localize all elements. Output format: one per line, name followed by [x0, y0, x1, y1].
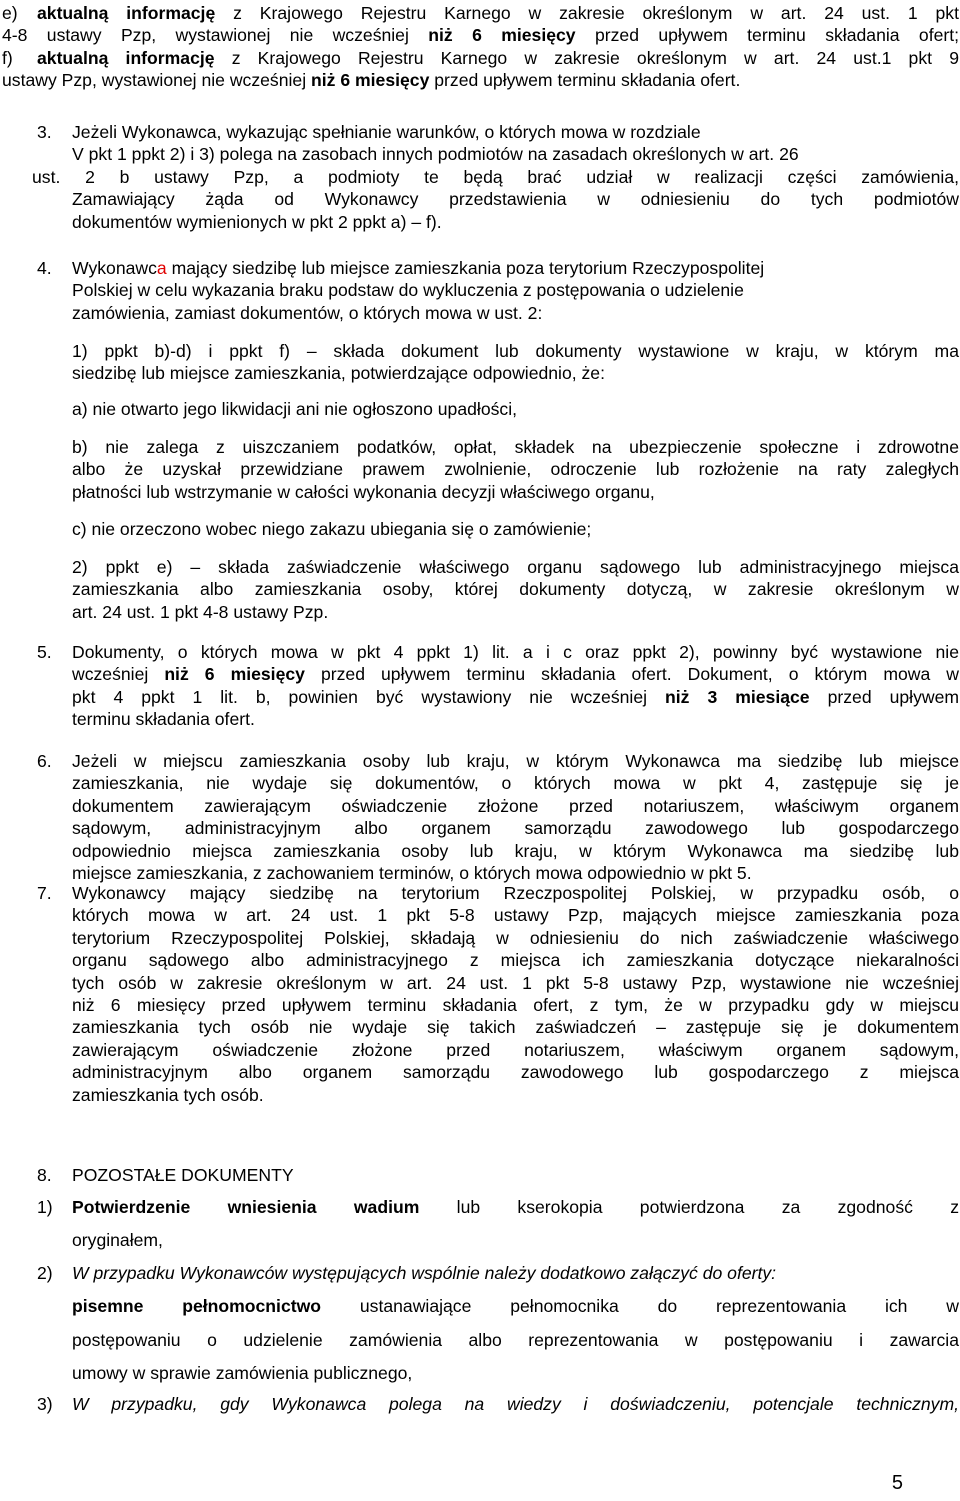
item-e-line-1: aktualną informację z Krajowego Rejestru Karnego w zakresie określonym w art. 24 ust. 1 pkt — [37, 3, 959, 23]
section-7-line: terytorium Rzeczypospolitej Polskiej, składają w odniesieniu do nich zaświadczenie właściwego — [72, 927, 959, 948]
section-8-item-1-line: oryginałem, — [72, 1230, 163, 1251]
section-5-number: 5. — [37, 642, 52, 662]
item-e-marker: e) — [2, 3, 18, 23]
section-4-sub-2-line: art. 24 ust. 1 pkt 4-8 ustawy Pzp. — [72, 601, 329, 622]
section-4-sub-a-line: a) nie otwarto jego likwidacji ani nie ogłoszono upadłości, — [72, 399, 517, 419]
section-6-line: Jeżeli w miejscu zamieszkania osoby lub kraju, w którym Wykonawca ma siedzibę lub miejsce — [72, 751, 959, 771]
section-7-line: Wykonawcy mający siedzibę na terytorium Rzeczpospolitej Polskiej, w przypadku osób, o — [72, 883, 959, 903]
section-7-line: zamieszkania tych osób nie wydaje się takich zaświadczeń – zastępuje się je dokumentem — [72, 1017, 959, 1038]
section-7-line: zawierającym oświadczenie złożone przed notariuszem, właściwym organem sądowym, — [72, 1039, 959, 1060]
section-6-line: sądowym, administracyjnym albo organem samorządu zawodowego lub gospodarczego — [72, 818, 959, 839]
section-4-line: Polskiej w celu wykazania braku podstaw do wykluczenia z postępowania o udzielenie — [72, 280, 744, 301]
section-8-title: POZOSTAŁE DOKUMENTY — [72, 1165, 294, 1185]
section-7-line: organu sądowego albo administracyjnego z miejsca ich zamieszkania dotyczące niekaralności — [72, 950, 959, 971]
section-4-sub-2-line: zamieszkania albo zamieszkania osoby, której dokumenty dotyczą, w zakresie określonym w — [72, 579, 959, 600]
section-8-item-3-number: 3) — [37, 1394, 53, 1414]
section-6-line: dokumentem zawierającym oświadczenie złożone przed notariuszem, właściwym organem — [72, 795, 959, 816]
section-4-sub-b-line: albo że uzyskał przewidziane prawem zwolnienie, odroczenie lub rozłożenie na raty zaległych — [72, 459, 959, 480]
section-7-number: 7. — [37, 883, 52, 903]
section-3-line: Jeżeli Wykonawca, wykazując spełnianie warunków, o których mowa w rozdziale — [72, 122, 701, 142]
section-8-item-2-line: umowy w sprawie zamówienia publicznego, — [72, 1363, 413, 1384]
section-8-item-2-line: postępowaniu o udzielenie zamówienia albo reprezentowania w postępowaniu i zawarcia — [72, 1329, 959, 1350]
section-8-number: 8. — [37, 1165, 52, 1185]
section-3-line: V pkt 1 ppkt 2) i 3) polega na zasobach innych podmiotów na zasadach określonych w art. 26 — [72, 144, 799, 165]
section-4-sub-1-line: siedzibę lub miejsce zamieszkania, potwierdzające odpowiednio, że: — [72, 363, 605, 384]
section-4-sub-1-line: 1) ppkt b)-d) i ppkt f) – składa dokument lub dokumenty wystawione w kraju, w którym ma — [72, 341, 959, 361]
section-8-item-2-number: 2) — [37, 1263, 53, 1283]
section-6-line: miejsce zamieszkania, z zachowaniem terminów, o których mowa odpowiednio w pkt 5. — [72, 862, 752, 883]
section-4-number: 4. — [37, 258, 52, 278]
section-4-sub-b-line: płatności lub wstrzymanie w całości wykonania decyzji właściwego organu, — [72, 481, 655, 502]
section-4-sub-2-line: 2) ppkt e) – składa zaświadczenie właściwego organu sądowego lub administracyjnego miejsca — [72, 557, 959, 577]
section-4-sub-b-line: b) nie zalega z uiszczaniem podatków, opłat, składek na ubezpieczenie społeczne i zdrowotne — [72, 437, 959, 457]
section-4-sub-c-line: c) nie orzeczono wobec niego zakazu ubiegania się o zamówienie; — [72, 519, 592, 539]
section-3-number: 3. — [37, 122, 52, 142]
page-number: 5 — [891, 1472, 903, 1494]
section-8-item-2-line: pisemne pełnomocnictwo ustanawiające pełnomocnika do reprezentowania ich w — [72, 1296, 959, 1317]
item-f-marker: f) — [2, 47, 13, 68]
section-5-line: pkt 4 ppkt 1 lit. b, powinien być wystawiony nie wcześniej niż 3 miesiące przed upływem — [72, 686, 960, 707]
section-3-line: Zamawiający żąda od Wykonawcy przedstawienia w odniesieniu do tych podmiotów — [72, 189, 959, 210]
section-7-line: administracyjnym albo organem samorządu zawodowego lub gospodarczego z miejsca — [72, 1062, 959, 1083]
section-7-line: tych osób w zakresie określonym w art. 24 ust. 1 pkt 5-8 ustawy Pzp, wystawione nie wcześniej — [72, 972, 959, 993]
section-3-line: ust. 2 b ustawy Pzp, a podmioty te będą brać udział w realizacji części zamówienia, — [32, 166, 959, 187]
section-5-line: wcześniej niż 6 miesięcy przed upływem terminu składania ofert. Dokument, o którym mowa w — [72, 664, 960, 685]
section-4-line: zamówienia, zamiast dokumentów, o których mowa w ust. 2: — [72, 302, 543, 323]
section-5-line: Dokumenty, o których mowa w pkt 4 ppkt 1) lit. a i c oraz ppkt 2), powinny być wystawione nie — [72, 642, 959, 662]
section-7-line: których mowa w art. 24 ust. 1 pkt 5-8 ustawy Pzp, mających miejsce zamieszkania poza — [72, 905, 959, 926]
section-4-line: Wykonawca mający siedzibę lub miejsce zamieszkania poza terytorium Rzeczypospolitej — [72, 258, 765, 278]
section-8-item-2-line: W przypadku Wykonawców występujących wspólnie należy dodatkowo załączyć do oferty: — [72, 1263, 777, 1283]
section-8-item-1-line: Potwierdzenie wniesienia wadium lub kserokopia potwierdzona za zgodność z — [72, 1197, 959, 1217]
section-8-item-1-number: 1) — [37, 1197, 53, 1217]
section-3-line: dokumentów wymienionych w pkt 2 ppkt a) – f). — [72, 211, 442, 232]
section-6-line: odpowiednio miejsca zamieszkania osoby lub kraju, w którym Wykonawca ma siedzibę lub — [72, 840, 959, 861]
item-e-line-2: 4-8 ustawy Pzp, wystawionej nie wcześniej niż 6 miesięcy przed upływem terminu składania ofert; — [2, 25, 960, 46]
section-7-line: niż 6 miesięcy przed upływem terminu składania ofert, z tym, że w przypadku gdy w miejscu — [72, 994, 959, 1015]
section-6-number: 6. — [37, 751, 52, 771]
section-5-line: terminu składania ofert. — [72, 709, 255, 730]
section-6-line: zamieszkania, nie wydaje się dokumentów, o których mowa w pkt 4, zastępuje się je — [72, 773, 959, 794]
section-7-line: zamieszkania tych osób. — [72, 1084, 264, 1105]
section-8-item-3-line: W przypadku, gdy Wykonawca polega na wiedzy i doświadczeniu, potencjale technicznym, — [72, 1394, 959, 1414]
item-f-line-1: aktualną informację z Krajowego Rejestru Karnego w zakresie określonym w art. 24 ust.1 pkt 9 — [37, 47, 959, 68]
item-f-line-2: ustawy Pzp, wystawionej nie wcześniej niż 6 miesięcy przed upływem terminu składania ofert. — [2, 70, 741, 91]
